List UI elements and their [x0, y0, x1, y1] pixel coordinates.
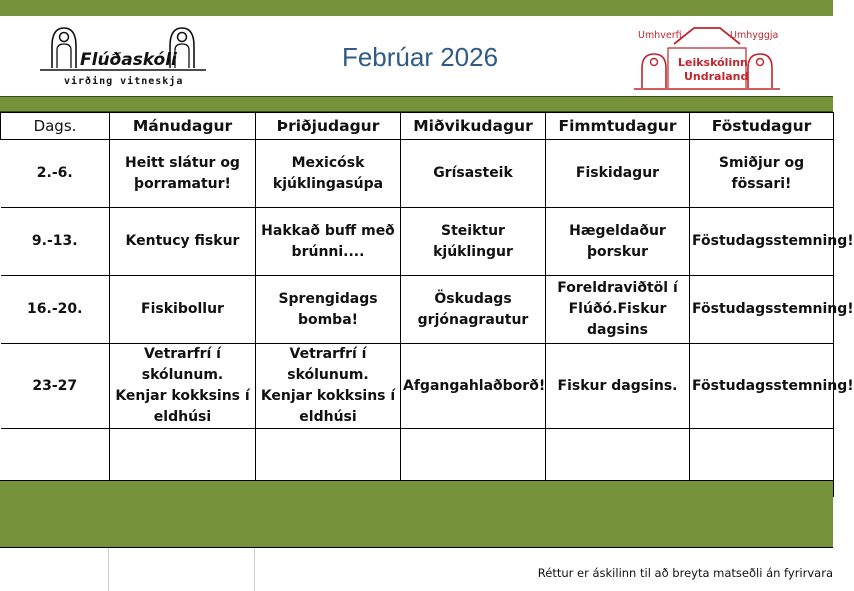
meal-text-line: Fiskibollur [141, 301, 224, 317]
school-logo-tagline: virðing vitneskja [64, 76, 184, 87]
meal-cell-tuesday [256, 140, 401, 208]
meal-text-line: Hakkað buff með [261, 222, 395, 239]
week-dates: 2.-6. [1, 140, 110, 208]
week-dates: 16.-20. [1, 276, 110, 344]
table-row [1, 208, 834, 276]
meal-cell-wednesday [401, 344, 546, 429]
date-column-header: Dags. [1, 113, 110, 140]
meal-text-line: Kenjar kokksins í [115, 388, 250, 404]
meal-cell-tuesday [256, 276, 401, 344]
day-header-thursday: Fimmtudagur [546, 113, 690, 140]
meal-text-line: Kenjar kokksins í [260, 388, 396, 404]
meal-cell-thursday [546, 208, 690, 276]
meal-cell-friday [690, 140, 834, 208]
meal-cell-wednesday [401, 208, 546, 276]
meal-cell-tuesday [256, 344, 401, 429]
day-header-tuesday: Þriðjudagur [256, 113, 401, 140]
meal-text-line: Föstudagsstemning! [692, 377, 854, 394]
meal-text-line: Öskudags [434, 290, 512, 307]
meal-text-line: brúnni.... [291, 243, 365, 260]
meal-text-line: Heitt slátur og [125, 154, 240, 171]
kindergarten-logo-line2: Undraland [684, 70, 749, 83]
kindergarten-logo-line1: Leikskólinn [678, 56, 748, 69]
week-dates: 23-27 [1, 344, 110, 429]
meal-cell-friday [690, 276, 854, 344]
meal-text-line: eldhúsi [153, 409, 212, 425]
page-title: Febrúar 2026 [341, 42, 499, 72]
meal-cell-tuesday [256, 208, 401, 276]
meal-text-line: Föstudagsstemning! [692, 233, 854, 249]
meal-cell-friday [690, 208, 854, 276]
meal-cell-wednesday [401, 276, 546, 344]
meal-text-line: Mexicósk [291, 154, 365, 171]
meal-cell-thursday [546, 344, 690, 429]
footer-green-band [0, 480, 833, 548]
school-logo-name: Flúðaskóli [80, 50, 177, 70]
meal-text-line: Fiskidagur [575, 165, 660, 181]
footer-gridline [108, 548, 109, 591]
kindergarten-logo-right-word: Umhyggja [730, 30, 779, 41]
meal-text-line: Grísasteik [433, 165, 513, 181]
meal-text-line: eldhúsi [299, 409, 357, 425]
meal-text-line: Steiktur kjúklingur [433, 222, 513, 260]
week-dates: 9.-13. [1, 208, 110, 276]
meal-cell-monday [110, 208, 256, 276]
meal-text-line: Kentucy fiskur [125, 233, 240, 249]
meal-text-line: Föstudagsstemning! [692, 301, 854, 317]
meal-cell-wednesday [401, 140, 546, 208]
meal-text-line: Vetrarfrí í skólunum. [287, 346, 369, 383]
meal-text-line: Vetrarfrí í skólunum. [141, 346, 224, 383]
table-row [1, 140, 834, 208]
footer-note: Réttur er áskilinn til að breyta matseðli án fyrirvara [537, 566, 833, 580]
top-green-band [0, 0, 833, 16]
meal-text-line: Flúðó.Fiskur dagsins [568, 301, 667, 338]
meal-text-line: Smiðjur og fössari! [718, 154, 805, 192]
table-row [1, 276, 834, 344]
kindergarten-logo-left-word: Umhverfi [638, 30, 682, 41]
meal-text-line: Fiskur dagsins. [557, 377, 678, 394]
day-header-wednesday: Miðvikudagur [401, 113, 546, 140]
meal-cell-monday [110, 344, 256, 429]
meal-text-line: Foreldraviðtöl í [557, 280, 678, 296]
school-logo [38, 24, 208, 90]
meal-text-line: Hægeldaður þorskur [569, 222, 666, 260]
meal-text-line: þorramatur! [134, 175, 231, 192]
footer-gridline [254, 548, 255, 591]
day-header-friday: Föstudagur [690, 113, 834, 140]
meal-cell-monday [110, 276, 256, 344]
header-green-band [0, 96, 833, 112]
meal-text-line: Afgangahlaðborð! [403, 377, 546, 394]
meal-cell-thursday [546, 276, 690, 344]
lunch-menu-table [0, 112, 854, 497]
meal-cell-monday [110, 140, 256, 208]
kindergarten-logo [632, 22, 782, 92]
meal-text-line: kjúklingasúpa [272, 175, 384, 192]
meal-text-line: Sprengidags bomba! [278, 290, 378, 328]
table-header-row [1, 113, 834, 140]
meal-cell-friday [690, 344, 854, 429]
day-header-monday: Mánudagur [110, 113, 256, 140]
table-row [1, 344, 834, 429]
meal-text-line: grjónagrautur [417, 311, 529, 328]
meal-cell-thursday [546, 140, 690, 208]
